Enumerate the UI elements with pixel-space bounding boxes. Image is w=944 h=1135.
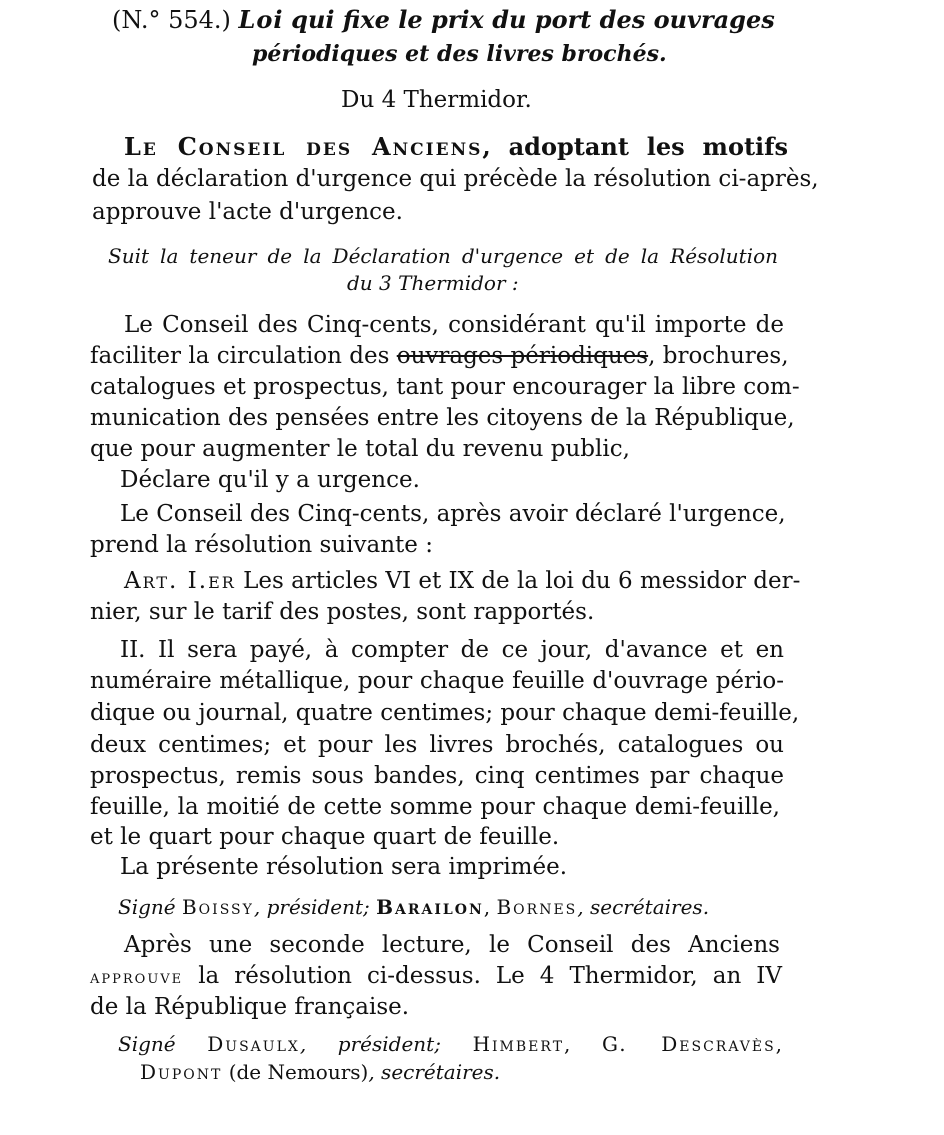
article-2-line-3: dique ou journal, quatre centimes; pour chaque demi-feuille, — [90, 700, 800, 726]
signer-barailon: Barailon — [376, 895, 484, 919]
print-order: La présente résolution sera imprimée. — [120, 854, 568, 880]
considerant-line-2-end: , brochures, — [648, 343, 789, 369]
approval-line-2 — [90, 962, 782, 992]
article-2-line-6: feuille, la moitié de cette somme pour chaque demi-feuille, — [90, 794, 780, 820]
article-2-line-1: II. Il sera payé, à compter de ce jour, d'avance et en — [120, 637, 784, 663]
article-1-label: Art. I.er — [124, 568, 236, 594]
council-name: Le Conseil des Anciens — [124, 132, 483, 161]
role-secretaires-2: , secrétaires. — [368, 1060, 501, 1084]
preamble-line-1-rest: , adoptant les motifs — [482, 132, 788, 161]
considerant-line-2-start: faciliter la circulation des — [90, 343, 390, 369]
considerant-line-2 — [90, 342, 789, 370]
signer-bornes: Bornes — [496, 895, 578, 919]
signe-label-2: Signé — [118, 1032, 176, 1056]
signature-2-line-2 — [140, 1058, 500, 1086]
law-title — [112, 6, 802, 34]
law-title-word: Loi — [238, 5, 284, 34]
role-president-1: , président; — [253, 895, 370, 919]
signe-label-1: Signé — [118, 895, 176, 919]
considerant-line-6: Déclare qu'il y a urgence. — [120, 467, 420, 493]
signer-himbert: Himbert — [472, 1032, 565, 1056]
article-2-line-2: numéraire métallique, pour chaque feuille d'ouvrage pério- — [90, 668, 784, 694]
preamble-line-3: approuve l'acte d'urgence. — [92, 199, 403, 225]
signature-1 — [118, 893, 709, 921]
signer-descraves: G. Descravès — [602, 1032, 776, 1056]
approuve-word: approuve — [90, 967, 184, 988]
signer-dupont: Dupont — [140, 1060, 223, 1084]
law-date: Du 4 Thermidor. — [341, 87, 532, 113]
considerant-line-5: que pour augmenter le total du revenu public, — [90, 436, 630, 462]
law-number: (N.° 554.) — [112, 6, 231, 34]
signer-boissy: Boissy — [181, 895, 254, 919]
struck-text: ouvrages périodiques — [396, 343, 649, 369]
approval-line-2-rest: la résolution ci-dessus. Le 4 Thermidor, an IV — [198, 963, 782, 989]
role-president-2: , président; — [299, 1032, 441, 1056]
signature-1-separator: , — [483, 895, 491, 919]
article-1-line-1 — [124, 567, 801, 595]
law-title-line-2: périodiques et des livres brochés. — [252, 41, 667, 67]
subtitle-line-1: Suit la teneur de la Déclaration d'urgence et de la Résolution — [108, 244, 778, 268]
preamble-line-1 — [124, 133, 788, 161]
article-2-line-4: deux centimes; et pour les livres brochés, catalogues ou — [90, 732, 784, 758]
approval-line-3: de la République française. — [90, 994, 410, 1020]
subtitle-line-2: du 3 Thermidor : — [347, 271, 519, 295]
considerant-line-4: munication des pensées entre les citoyens de la République, — [90, 405, 795, 431]
article-2-line-7: et le quart pour chaque quart de feuille. — [90, 824, 560, 850]
article-2-line-5: prospectus, remis sous bandes, cinq centimes par chaque — [90, 763, 784, 789]
signature-2-line-1: Signé Dusaulx, président; Himbert, G. Descravès, — [118, 1032, 783, 1056]
considerant-line-7: Le Conseil des Cinq-cents, après avoir déclaré l'urgence, — [120, 501, 786, 527]
article-1-text: Les articles VI et IX de la loi du 6 messidor der- — [243, 568, 801, 594]
considerant-line-8: prend la résolution suivante : — [90, 532, 433, 558]
considerant-line-3: catalogues et prospectus, tant pour encourager la libre com- — [90, 374, 800, 400]
article-1-line-2: nier, sur le tarif des postes, sont rapportés. — [90, 599, 595, 625]
dupont-parenthetical: (de Nemours) — [228, 1060, 369, 1084]
considerant-line-1: Le Conseil des Cinq-cents, considérant qu'il importe de — [124, 312, 784, 338]
preamble-line-2: de la déclaration d'urgence qui précède la résolution ci-après, — [92, 166, 819, 192]
role-secretaires-1: , secrétaires. — [577, 895, 710, 919]
signer-dusaulx: Dusaulx — [207, 1032, 300, 1056]
approval-line-1: Après une seconde lecture, le Conseil des Anciens — [124, 932, 780, 958]
law-title-line-1: qui fixe le prix du port des ouvrages — [291, 5, 775, 34]
